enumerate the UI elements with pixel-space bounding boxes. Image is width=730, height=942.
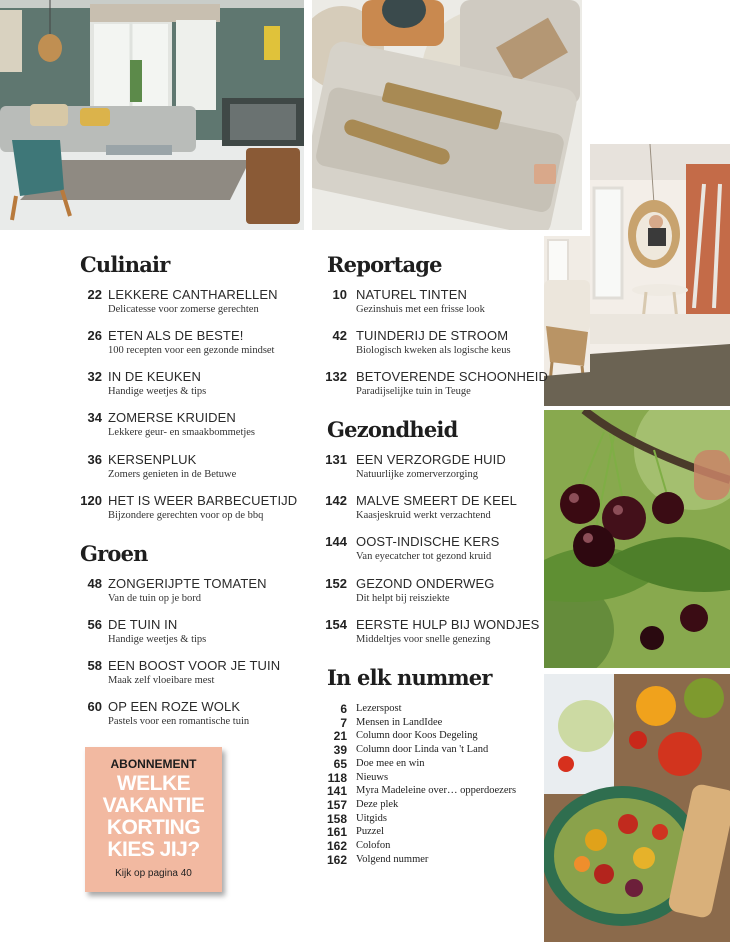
living-room-photo bbox=[0, 0, 304, 230]
toc-entry[interactable] bbox=[80, 699, 310, 733]
article-title: LEKKERE CANTHARELLEN bbox=[108, 287, 278, 302]
page-number: 58 bbox=[87, 658, 102, 673]
regular-item-label: Uitgids bbox=[356, 812, 387, 824]
page-number: 158 bbox=[326, 811, 347, 826]
article-title: NATUREL TINTEN bbox=[356, 287, 467, 302]
regular-item[interactable] bbox=[328, 771, 538, 785]
section-title-reportage: Reportage bbox=[327, 252, 442, 277]
article-subtitle: Dit helpt bij reisziekte bbox=[356, 593, 450, 604]
article-title: HET IS WEER BARBECUETIJD bbox=[108, 493, 298, 508]
toc-entry[interactable] bbox=[80, 287, 310, 321]
article-subtitle: Kaasjeskruid werkt verzachtend bbox=[356, 510, 491, 521]
article-title: TUINDERIJ DE STROOM bbox=[356, 328, 509, 343]
toc-entry[interactable] bbox=[80, 617, 310, 651]
article-subtitle: Delicatesse voor zomerse gerechten bbox=[108, 304, 259, 315]
article-title: EEN BOOST VOOR JE TUIN bbox=[108, 658, 281, 673]
article-subtitle: Paradijselijke tuin in Teuge bbox=[356, 386, 471, 397]
article-subtitle: Gezinshuis met een frisse look bbox=[356, 304, 485, 315]
page-number: 39 bbox=[333, 743, 347, 758]
article-title: EEN VERZORGDE HUID bbox=[356, 452, 506, 467]
crochet-cutlery-photo bbox=[312, 0, 582, 230]
toc-entry[interactable] bbox=[80, 410, 310, 444]
page-number: 65 bbox=[333, 756, 347, 771]
toc-entry[interactable] bbox=[325, 369, 548, 403]
toc-entry[interactable] bbox=[80, 658, 310, 692]
page-number: 161 bbox=[326, 825, 347, 840]
article-title: EERSTE HULP BIJ WONDJES bbox=[356, 617, 540, 632]
page-number: 42 bbox=[332, 328, 347, 343]
toc-entry[interactable] bbox=[325, 576, 538, 610]
page-number: 21 bbox=[333, 729, 347, 744]
subscription-label: ABONNEMENT bbox=[110, 757, 197, 771]
regular-item-label: Nieuws bbox=[356, 771, 389, 783]
subscription-promo-box[interactable] bbox=[85, 747, 222, 892]
article-title: OOST-INDISCHE KERS bbox=[356, 534, 500, 549]
section-title-gezondheid: Gezondheid bbox=[327, 417, 458, 442]
article-subtitle: Bijzondere gerechten voor op de bbq bbox=[108, 510, 264, 521]
article-subtitle: Natuurlijke zomerverzorging bbox=[356, 469, 478, 480]
page-number: 22 bbox=[87, 287, 102, 302]
page-number: 152 bbox=[325, 576, 347, 591]
article-title: IN DE KEUKEN bbox=[108, 369, 201, 384]
regular-item[interactable] bbox=[328, 743, 538, 757]
page-number: 56 bbox=[87, 617, 102, 632]
article-subtitle: Maak zelf vloeibare mest bbox=[108, 675, 215, 686]
article-title: KERSENPLUK bbox=[108, 452, 197, 467]
regular-item-label: Lezerspost bbox=[356, 703, 402, 714]
regular-item-label: Volgend nummer bbox=[356, 853, 429, 865]
headline-line: KIES JIJ? bbox=[107, 838, 200, 861]
toc-entry[interactable] bbox=[325, 617, 540, 651]
tomato-salad-photo bbox=[544, 674, 730, 942]
article-title: ZONGERIJPTE TOMATEN bbox=[108, 576, 267, 591]
article-title: BETOVERENDE SCHOONHEID bbox=[356, 369, 548, 384]
page-number: 6 bbox=[340, 702, 347, 716]
article-subtitle: Handige weetjes & tips bbox=[108, 634, 207, 645]
regular-item-label: Column door Koos Degeling bbox=[356, 730, 478, 742]
page-number: 7 bbox=[340, 715, 347, 730]
article-title: DE TUIN IN bbox=[108, 617, 178, 632]
regular-item[interactable] bbox=[328, 812, 538, 826]
regular-item-label: Deze plek bbox=[356, 798, 399, 810]
toc-entry[interactable] bbox=[80, 493, 310, 527]
regular-item-label: Myra Madeleine over… opperdoezers bbox=[356, 785, 517, 797]
page-number: 36 bbox=[87, 452, 102, 467]
regular-item[interactable] bbox=[328, 757, 538, 771]
page-number: 60 bbox=[87, 699, 102, 714]
article-title: MALVE SMEERT DE KEEL bbox=[356, 493, 517, 508]
regular-item[interactable] bbox=[328, 702, 538, 716]
regular-item[interactable] bbox=[328, 825, 538, 839]
toc-entry[interactable] bbox=[325, 493, 538, 527]
regular-item[interactable] bbox=[328, 839, 538, 853]
section-title-in-elk-nummer: In elk nummer bbox=[327, 665, 492, 690]
article-subtitle: Lekkere geur- en smaakbommetjes bbox=[108, 427, 256, 438]
article-title: ZOMERSE KRUIDEN bbox=[108, 410, 236, 425]
rattan-chair-photo bbox=[544, 236, 590, 406]
toc-entry[interactable] bbox=[325, 534, 538, 568]
page-number: 162 bbox=[326, 852, 347, 867]
page-number: 48 bbox=[87, 576, 102, 591]
hanging-chair-room-photo bbox=[590, 144, 730, 406]
page-number: 154 bbox=[325, 617, 347, 632]
toc-entry[interactable] bbox=[328, 328, 538, 362]
article-title: GEZOND ONDERWEG bbox=[356, 576, 495, 591]
headline-line: WELKE bbox=[116, 772, 191, 795]
regular-item[interactable] bbox=[328, 729, 538, 743]
regular-item[interactable] bbox=[328, 798, 538, 812]
regular-item-label: Doe mee en win bbox=[356, 757, 425, 769]
page-number: 142 bbox=[325, 493, 347, 508]
regular-item[interactable] bbox=[328, 853, 538, 867]
regular-item-label: Puzzel bbox=[356, 826, 384, 838]
page-number: 157 bbox=[326, 797, 347, 812]
article-subtitle: Van eyecatcher tot gezond kruid bbox=[356, 551, 492, 562]
page-number: 32 bbox=[87, 369, 102, 384]
article-subtitle: Van de tuin op je bord bbox=[108, 593, 202, 604]
regular-item[interactable] bbox=[328, 784, 538, 798]
page-number: 162 bbox=[326, 839, 347, 853]
page-number: 118 bbox=[327, 770, 347, 785]
regular-item[interactable] bbox=[328, 716, 538, 730]
page-number: 131 bbox=[325, 452, 347, 467]
article-subtitle: Zomers genieten in de Betuwe bbox=[108, 469, 237, 480]
toc-entry[interactable] bbox=[328, 287, 538, 321]
page-number: 34 bbox=[87, 410, 102, 425]
headline-line: KORTING bbox=[106, 816, 201, 839]
subscription-footer: Kijk op pagina 40 bbox=[115, 868, 192, 879]
toc-entry[interactable] bbox=[80, 369, 310, 403]
article-subtitle: Pastels voor een romantische tuin bbox=[108, 716, 250, 727]
article-title: ETEN ALS DE BESTE! bbox=[108, 328, 244, 343]
toc-entry[interactable] bbox=[80, 452, 310, 486]
article-subtitle: Middeltjes voor snelle genezing bbox=[356, 634, 491, 645]
toc-entry[interactable] bbox=[80, 328, 310, 362]
regular-item-label: Mensen in LandIdee bbox=[356, 716, 443, 728]
article-title: OP EEN ROZE WOLK bbox=[108, 699, 241, 714]
page-number: 132 bbox=[325, 369, 347, 384]
toc-entry[interactable] bbox=[325, 452, 538, 486]
article-subtitle: 100 recepten voor een gezonde mindset bbox=[108, 345, 275, 356]
regular-item-label: Colofon bbox=[356, 840, 391, 851]
page-number: 144 bbox=[325, 534, 347, 549]
article-subtitle: Handige weetjes & tips bbox=[108, 386, 207, 397]
page-number: 10 bbox=[332, 287, 347, 302]
cherries-photo bbox=[544, 410, 730, 668]
regular-item-label: Column door Linda van 't Land bbox=[356, 744, 489, 756]
section-title-culinair: Culinair bbox=[80, 252, 170, 277]
page-number: 141 bbox=[326, 784, 347, 799]
headline-line: VAKANTIE bbox=[102, 794, 205, 817]
page-number: 26 bbox=[87, 328, 102, 343]
subscription-headline bbox=[85, 773, 222, 861]
article-subtitle: Biologisch kweken als logische keus bbox=[356, 345, 511, 356]
page-number: 120 bbox=[80, 493, 102, 508]
section-title-groen: Groen bbox=[80, 541, 148, 566]
toc-entry[interactable] bbox=[80, 576, 310, 610]
